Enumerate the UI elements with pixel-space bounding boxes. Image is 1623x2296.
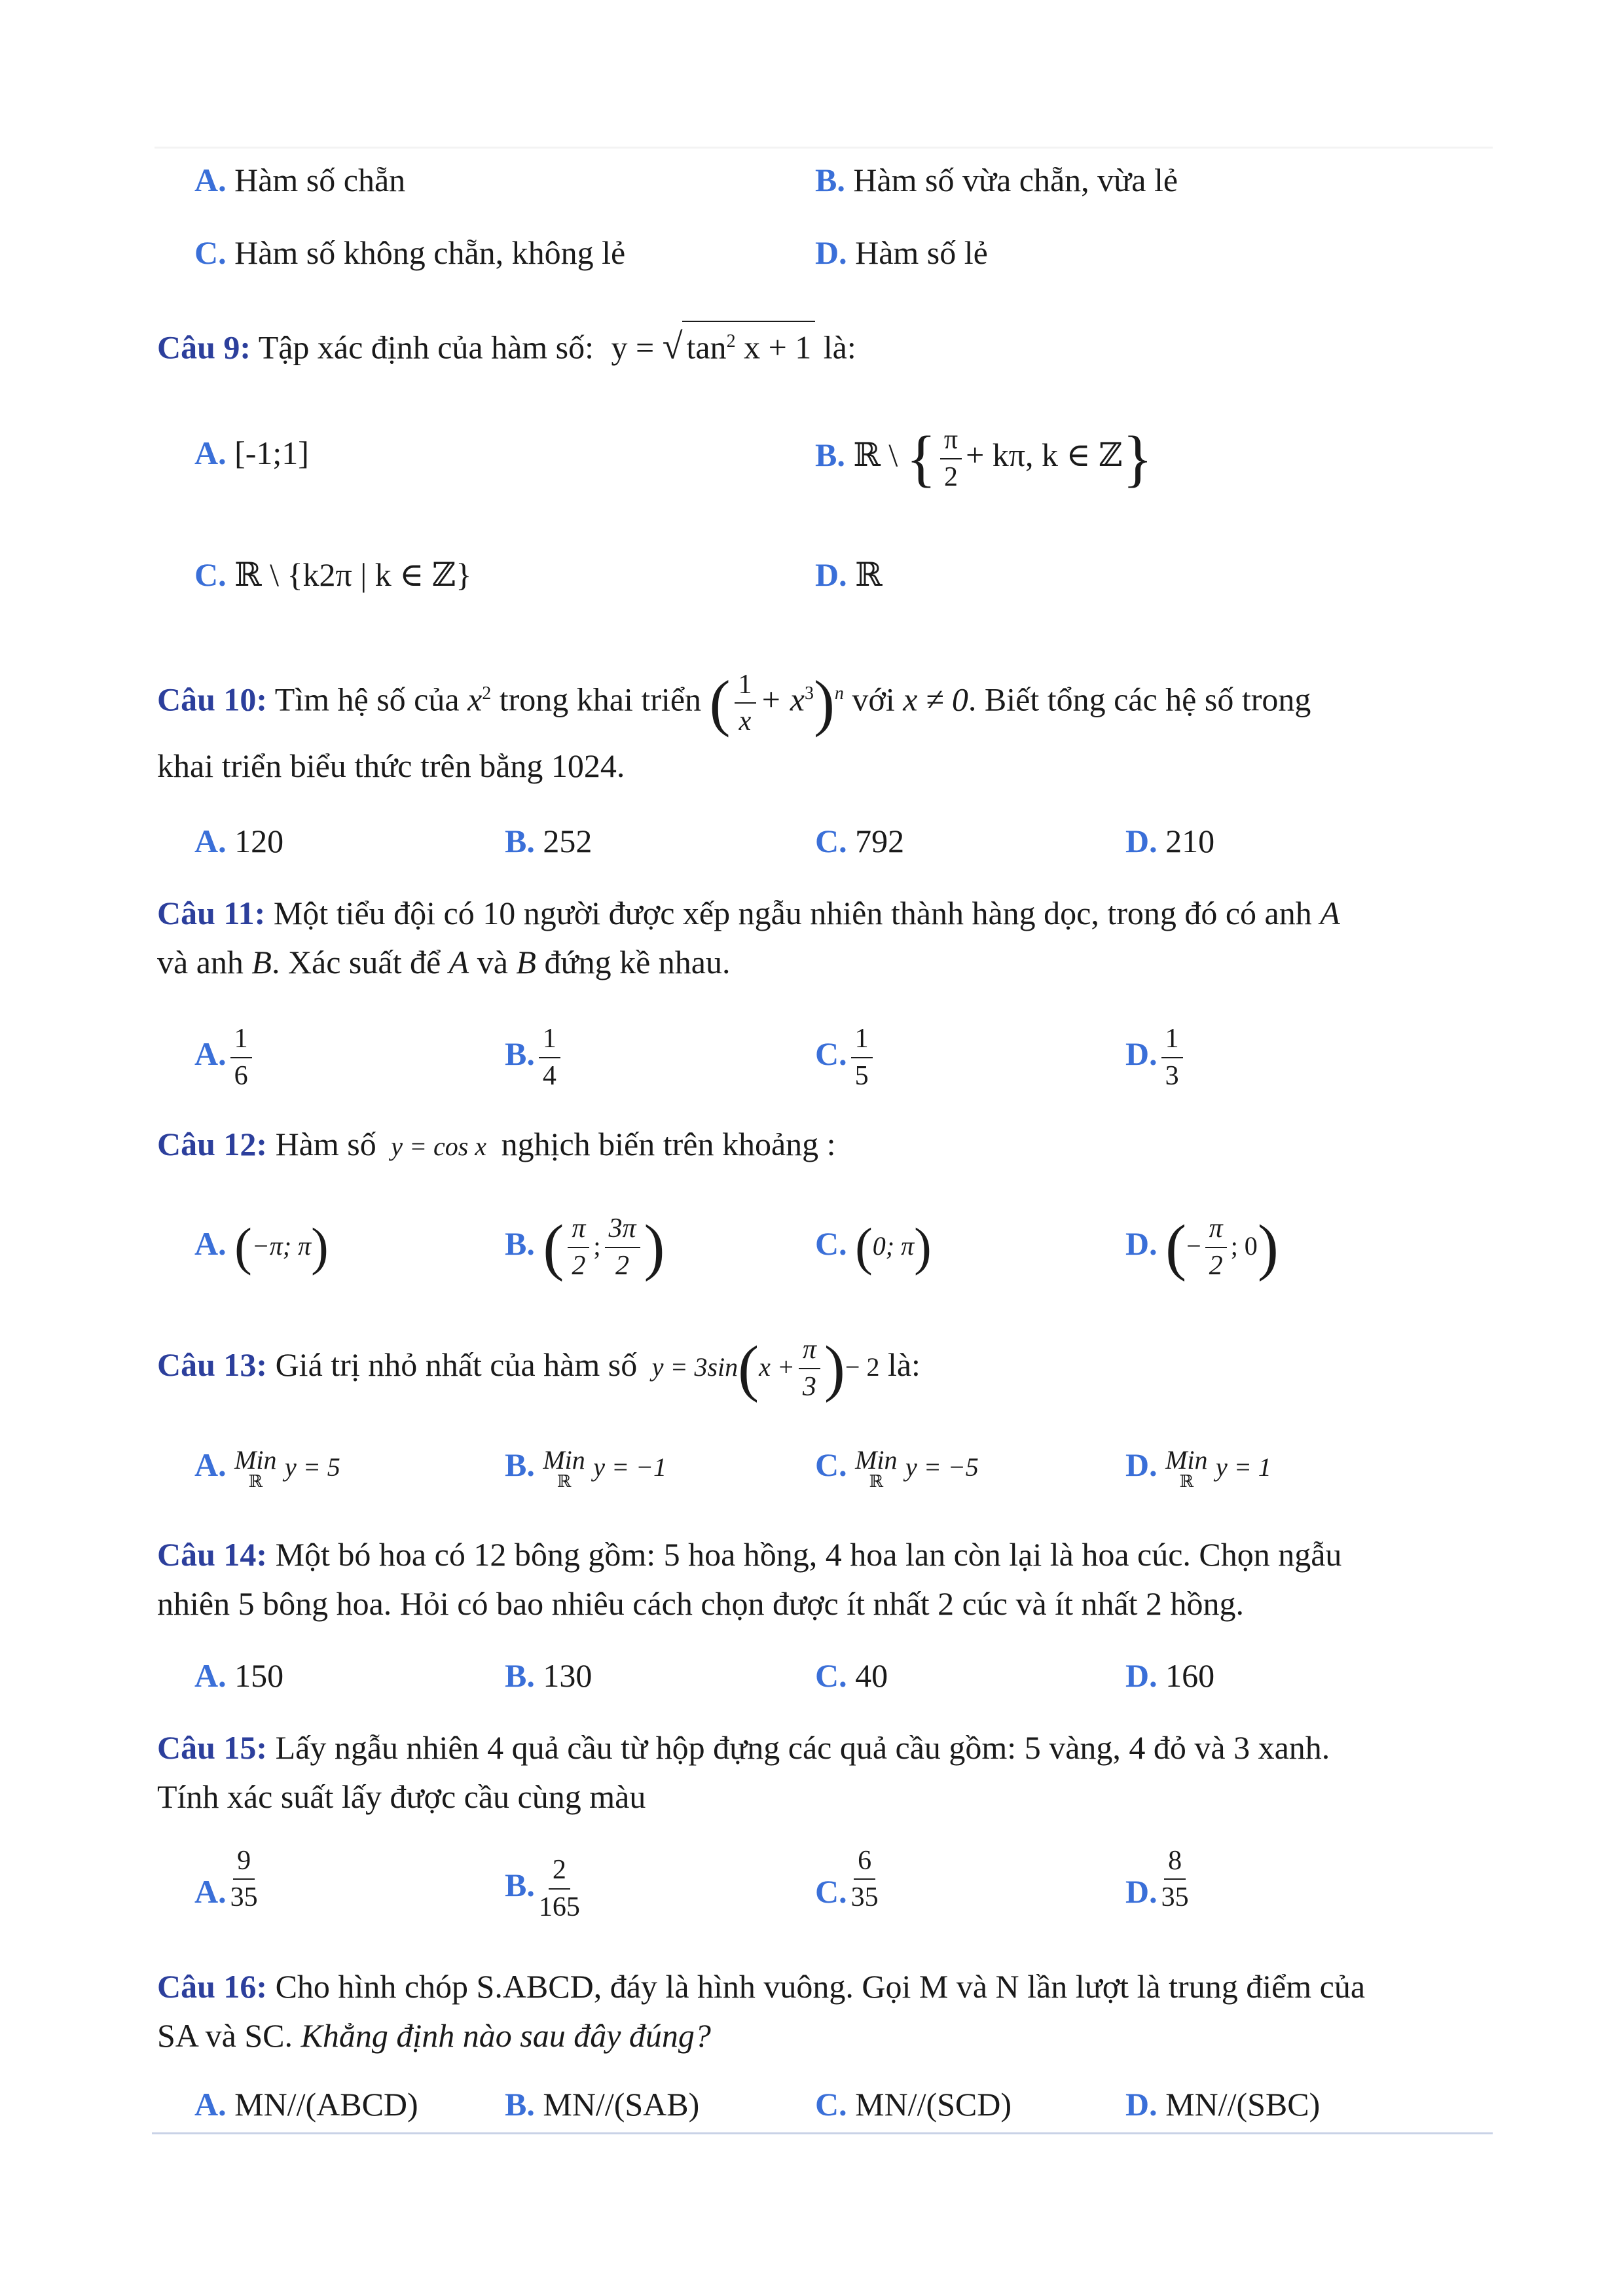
q10-option-c: C. 792: [815, 823, 905, 859]
q13-option-d: D. Min ℝ y = 1: [1125, 1444, 1271, 1491]
q15-option-c: C. $\frac{6}{35}$: [815, 1846, 879, 1913]
footer-rule: [152, 2132, 1493, 2134]
q11-option-b: B. $\frac{1}{4}$: [505, 1011, 564, 1096]
q13-option-a: A. Min ℝ y = 5: [194, 1444, 340, 1491]
q13-stem: Câu 13: Giá trị nhỏ nhất của hàm số y = 3sin(x + $\frac{\pi}{3}$ )− 2 là:: [157, 1333, 921, 1403]
q10-stem-line2: khai triển biểu thức trên bằng 1024.: [157, 747, 625, 784]
q14-option-a: A. 150: [194, 1657, 284, 1694]
q10-option-d: D. 210: [1125, 823, 1215, 859]
q9-stem: Câu 9: Tập xác định của hàm số: y = √ $\tan^2 x + 1$ là:: [157, 321, 856, 367]
q9-option-a: A. [-1;1]: [194, 435, 309, 471]
q15-option-a: A. $\frac{9}{35}$: [194, 1846, 258, 1913]
q8-option-c: C. Hàm số không chẵn, không lẻ: [194, 234, 626, 271]
q9-option-b: B. ℝ \ { $\frac{\pi}{2}$ + kπ, k ∈ ℤ}: [815, 423, 1153, 493]
q11-option-c: C. $\frac{1}{5}$: [815, 1011, 877, 1096]
q9-option-c: C. ℝ \ {k2π | k ∈ ℤ}: [194, 556, 472, 593]
q11-stem-line1: Câu 11: Một tiểu đội có 10 người được xếp ngẫu nhiên thành hàng dọc, trong đó có anh A: [157, 895, 1340, 931]
q14-option-b: B. 130: [505, 1657, 593, 1694]
q16-option-b: B. MN//(SAB): [505, 2086, 700, 2123]
q9-option-d: D. ℝ: [815, 556, 883, 593]
q10-option-b: B. 252: [505, 823, 593, 859]
q13-option-c: C. Min ℝ y = −5: [815, 1444, 979, 1491]
q14-stem-line1: Câu 14: Một bó hoa có 12 bông gồm: 5 hoa hồng, 4 hoa lan còn lại là hoa cúc. Chọn ngẫu: [157, 1536, 1342, 1573]
q12-option-a: A. (−π; π): [194, 1218, 329, 1276]
q8-option-b: B. Hàm số vừa chẵn, vừa lẻ: [815, 162, 1178, 198]
q15-option-b: B. $\frac{2}{165}$: [505, 1855, 580, 1922]
q12-option-d: D. (− $\frac{\pi}{2}$ ; 0): [1125, 1211, 1279, 1282]
q12-stem: Câu 12: Hàm số y = cos x nghịch biến trên khoảng :: [157, 1126, 836, 1162]
q14-option-d: D. 160: [1125, 1657, 1215, 1694]
q15-option-d: D. $\frac{8}{35}$: [1125, 1846, 1189, 1913]
q13-option-b: B. Min ℝ y = −1: [505, 1444, 667, 1491]
q11-option-a: A. $\frac{1}{6}$: [194, 1011, 256, 1096]
header-rule: [155, 147, 1493, 149]
q16-stem-line1: Câu 16: Cho hình chóp S.ABCD, đáy là hình vuông. Gọi M và N lần lượt là trung điểm của: [157, 1968, 1366, 2005]
q11-stem-line2: và anh B. Xác suất để A và B đứng kề nhau.: [157, 944, 731, 980]
q16-option-c: C. MN//(SCD): [815, 2086, 1012, 2123]
q14-option-c: C. 40: [815, 1657, 888, 1694]
q10-stem-line1: Câu 10: Tìm hệ số của $x^2$ trong khai triển ( $\frac{1}{x}$ + $x^3)^n$ với x ≠ 0. Biết tổng các hệ số trong: [157, 668, 1311, 738]
q15-stem-line2: Tính xác suất lấy được cầu cùng màu: [157, 1778, 646, 1815]
q8-option-d: D. Hàm số lẻ: [815, 234, 988, 271]
q12-option-c: C. (0; π): [815, 1218, 932, 1276]
q14-stem-line2: nhiên 5 bông hoa. Hỏi có bao nhiêu cách chọn được ít nhất 2 cúc và ít nhất 2 hồng.: [157, 1585, 1245, 1622]
q16-stem-line2: SA và SC. Khẳng định nào sau đây đúng?: [157, 2017, 711, 2054]
q10-option-a: A. 120: [194, 823, 284, 859]
q8-option-a: A. Hàm số chẵn: [194, 162, 406, 198]
q16-option-d: D. MN//(SBC): [1125, 2086, 1321, 2123]
q15-stem-line1: Câu 15: Lấy ngẫu nhiên 4 quả cầu từ hộp đựng các quả cầu gồm: 5 vàng, 4 đỏ và 3 xanh.: [157, 1729, 1330, 1766]
q16-option-a: A. MN//(ABCD): [194, 2086, 418, 2123]
q11-option-d: D. $\frac{1}{3}$: [1125, 1011, 1187, 1096]
q12-option-b: B. ( $\frac{\pi}{2}$ ; $\frac{3\pi}{2}$ ): [505, 1211, 665, 1282]
